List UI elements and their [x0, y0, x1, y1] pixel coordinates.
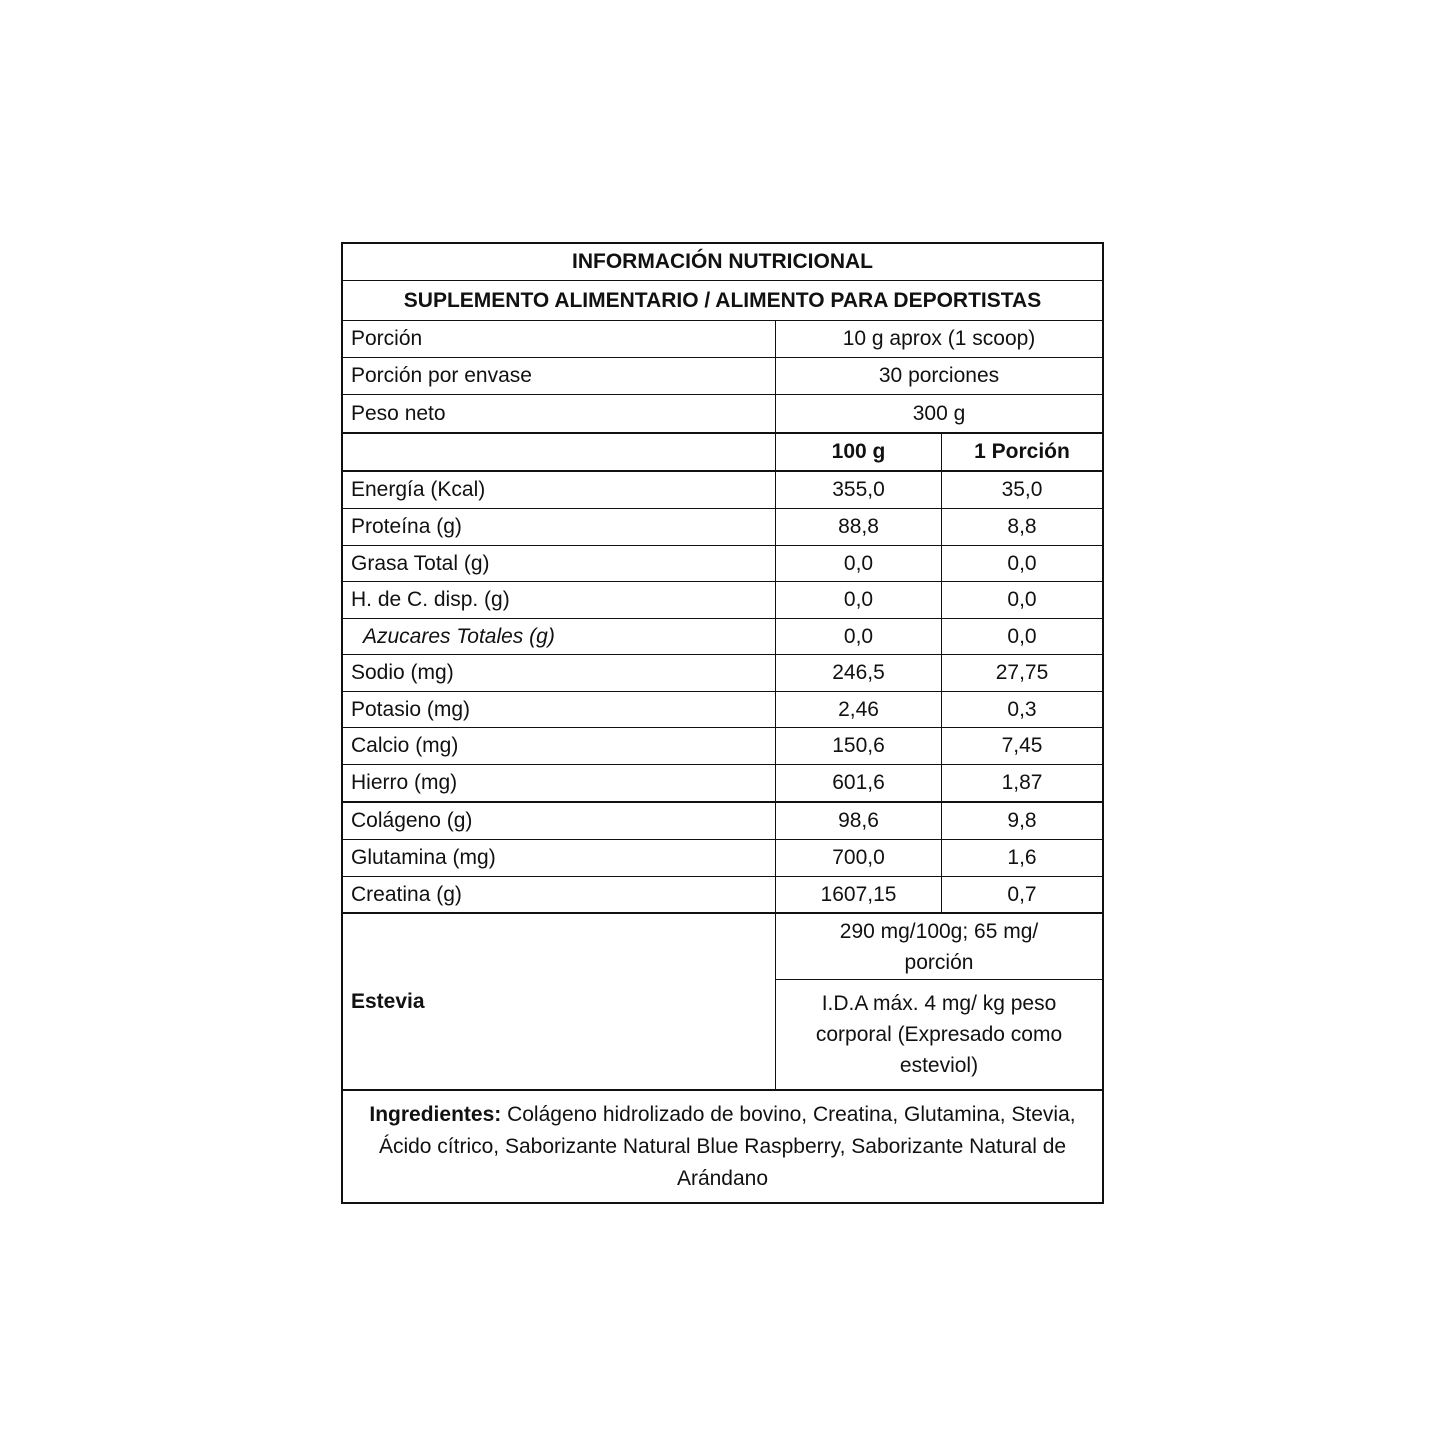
nutrient-per100: 0,0 — [776, 546, 942, 581]
nutrient-per100: 601,6 — [776, 765, 942, 801]
nutrient-per-portion: 0,0 — [1007, 551, 1037, 575]
nutrient-per100: 1607,15 — [776, 877, 942, 912]
label-title: INFORMACIÓN NUTRICIONAL — [572, 250, 873, 273]
info-label: Porción por envase — [343, 358, 776, 394]
column-header-empty — [343, 434, 776, 470]
nutrient-per-portion: 0,0 — [1007, 588, 1037, 611]
ingredients-text: Colágeno hidrolizado de bovino, Creatina, Glutamina, Stevia, Ácido cítrico, Saborizante Natural Blue Raspberry, Saborizante Natural de Arándano — [378, 1102, 1076, 1190]
info-value: 10 g aprox (1 scoop) — [842, 327, 1036, 350]
ingredients-paragraph — [357, 1099, 1088, 1195]
info-label: Peso neto — [343, 395, 776, 432]
nutrient-label: Glutamina (mg) — [343, 840, 776, 876]
nutrient-label: Calcio (mg) — [343, 728, 776, 764]
column-header-per-portion: 1 Porción — [974, 440, 1070, 463]
info-row-per-container — [343, 358, 1102, 395]
nutrient-per100: 355,0 — [776, 472, 942, 508]
nutrient-per100: 246,5 — [776, 655, 942, 691]
label-subtitle: SUPLEMENTO ALIMENTARIO / ALIMENTO PARA DEPORTISTAS — [403, 288, 1042, 312]
nutrient-per-portion: 7,45 — [1001, 734, 1043, 757]
nutrient-per-portion: 9,8 — [1007, 809, 1037, 832]
nutrient-per-portion: 0,0 — [1007, 624, 1037, 648]
nutrient-label: Potasio (mg) — [343, 692, 776, 727]
nutrient-per-portion: 0,7 — [1007, 882, 1037, 906]
column-header-row — [343, 434, 1102, 472]
nutrient-row — [343, 840, 1102, 877]
stevia-label: Estevia — [343, 914, 776, 1091]
nutrient-per-portion: 0,3 — [1007, 697, 1037, 721]
info-label: Porción — [343, 321, 776, 357]
ingredients-block — [343, 1091, 1102, 1202]
nutrient-row — [343, 765, 1102, 803]
nutrient-label: Energía (Kcal) — [343, 472, 776, 508]
info-row-net-weight — [343, 395, 1102, 434]
nutrient-row — [343, 619, 1102, 655]
nutrient-row — [343, 655, 1102, 692]
nutrient-label: Grasa Total (g) — [343, 546, 776, 581]
nutrient-per100: 88,8 — [776, 509, 942, 545]
column-header-per100: 100 g — [776, 434, 942, 470]
info-row-portion — [343, 321, 1102, 358]
nutrient-per-portion: 27,75 — [995, 661, 1049, 684]
nutrient-label: Hierro (mg) — [343, 765, 776, 801]
nutrient-per100: 98,6 — [776, 803, 942, 839]
nutrient-row — [343, 728, 1102, 765]
nutrient-per-portion: 8,8 — [1007, 515, 1037, 538]
subtitle-row — [343, 281, 1102, 321]
nutrient-row — [343, 877, 1102, 914]
nutrient-label: Proteína (g) — [343, 509, 776, 545]
nutrient-per-portion: 1,87 — [1001, 771, 1043, 794]
nutrient-row — [343, 582, 1102, 619]
nutrient-per100: 0,0 — [776, 619, 942, 654]
nutrition-label — [341, 242, 1104, 1204]
nutrient-per100: 150,6 — [776, 728, 942, 764]
nutrient-row — [343, 546, 1102, 582]
nutrient-label: H. de C. disp. (g) — [343, 582, 776, 618]
nutrient-row — [343, 692, 1102, 728]
stevia-ida: I.D.A máx. 4 mg/ kg peso corporal (Expresado como esteviol) — [776, 980, 1102, 1091]
nutrient-per100: 700,0 — [776, 840, 942, 876]
ingredients-label: Ingredientes: — [369, 1102, 502, 1126]
info-value: 300 g — [912, 401, 966, 425]
info-value: 30 porciones — [878, 364, 1000, 387]
nutrient-per-portion: 35,0 — [1001, 478, 1043, 501]
title-row — [343, 244, 1102, 281]
nutrient-label: Creatina (g) — [343, 877, 776, 912]
nutrient-row — [343, 472, 1102, 509]
nutrient-label: Azucares Totales (g) — [343, 619, 776, 654]
nutrient-row — [343, 509, 1102, 546]
nutrient-label: Colágeno (g) — [343, 803, 776, 839]
stevia-amount: 290 mg/100g; 65 mg/ porción — [776, 914, 1102, 980]
nutrient-per-portion: 1,6 — [1007, 846, 1037, 869]
nutrient-per100: 2,46 — [776, 692, 942, 727]
nutrient-per100: 0,0 — [776, 582, 942, 618]
nutrient-label: Sodio (mg) — [343, 655, 776, 691]
nutrient-row — [343, 803, 1102, 840]
